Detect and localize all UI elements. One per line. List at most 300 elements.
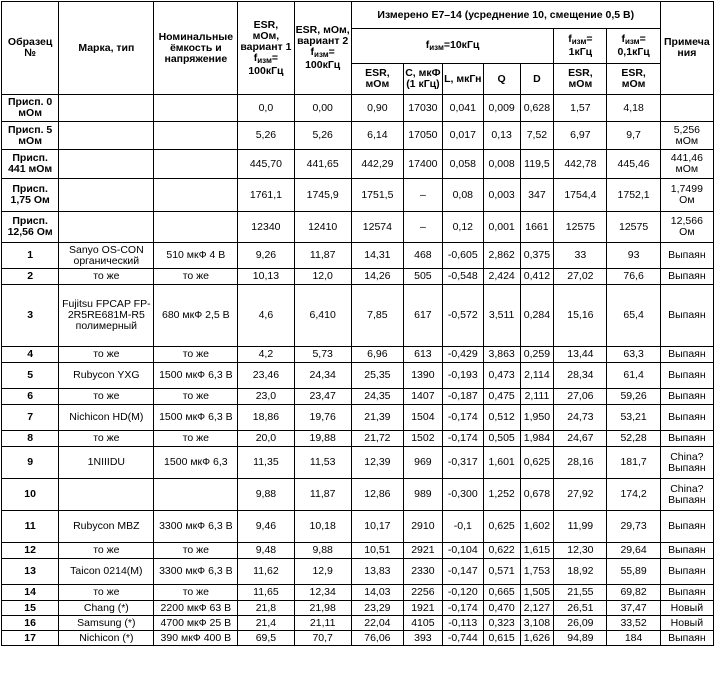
cell-l: -0,120 [442,585,483,601]
cell-c: 1407 [403,389,442,405]
cell-note: 1,7499 Ом [660,179,713,212]
cell-esr-v2: 70,7 [294,631,351,646]
cell-sample: Присп. 1,75 Ом [2,179,59,212]
header-sample: Образец № [2,2,59,95]
cell-esr-v2: 12,9 [294,559,351,585]
cell-nominal: 510 мкФ 4 В [154,243,238,269]
cell-esr-10k: 6,96 [351,347,403,363]
cell-esr-10k: 7,85 [351,285,403,347]
cell-esr-01k: 52,28 [607,431,660,447]
cell-esr-1k: 33 [554,243,607,269]
cell-l: -0,1 [442,511,483,543]
cell-sample: 10 [2,479,59,511]
table-row [2,243,714,269]
cell-nominal [154,122,238,150]
header-brand: Марка, тип [59,2,154,95]
cell-esr-v1: 5,26 [238,122,294,150]
cell-sample: 3 [2,285,59,347]
table-row [2,601,714,616]
cell-esr-1k: 18,92 [554,559,607,585]
cell-note: China? Выпаян [660,447,713,479]
cell-esr-v1: 18,86 [238,405,294,431]
cell-c: – [403,212,442,243]
cell-brand: Rubycon YXG [59,363,154,389]
cell-q: 3,863 [483,347,520,363]
cell-l: -0,317 [442,447,483,479]
cell-nominal [154,212,238,243]
cell-esr-01k: 76,6 [607,269,660,285]
cell-esr-v2: 23,47 [294,389,351,405]
cell-esr-v1: 4,6 [238,285,294,347]
cell-esr-v2: 19,88 [294,431,351,447]
cell-l: -0,187 [442,389,483,405]
cell-sample: 13 [2,559,59,585]
cell-nominal: 390 мкФ 400 В [154,631,238,646]
cell-sample: Присп. 12,56 Ом [2,212,59,243]
cell-l: 0,12 [442,212,483,243]
cell-esr-v1: 23,46 [238,363,294,389]
cell-note: Выпаян [660,405,713,431]
table-row [2,95,714,122]
cell-esr-v1: 12340 [238,212,294,243]
cell-q: 1,252 [483,479,520,511]
cell-sample: 11 [2,511,59,543]
cell-esr-1k: 21,55 [554,585,607,601]
cell-d: 1,505 [520,585,554,601]
cell-brand: то же [59,347,154,363]
cell-esr-v2: 9,88 [294,543,351,559]
header-sub-esr-1k: ESR, мОм [554,64,607,95]
header-sub-q: Q [483,64,520,95]
cell-d: 0,412 [520,269,554,285]
cell-esr-v2: 1745,9 [294,179,351,212]
cell-nominal: 3300 мкФ 6,3 В [154,511,238,543]
cell-q: 0,625 [483,511,520,543]
cell-esr-10k: 12,86 [351,479,403,511]
cell-esr-10k: 21,39 [351,405,403,431]
cell-d: 119,5 [520,150,554,179]
cell-esr-01k: 4,18 [607,95,660,122]
cell-note [660,95,713,122]
cell-esr-10k: 23,29 [351,601,403,616]
cell-sample: 16 [2,616,59,631]
table-row [2,447,714,479]
cell-esr-01k: 29,73 [607,511,660,543]
cell-d: 0,259 [520,347,554,363]
cell-l: -0,174 [442,431,483,447]
cell-esr-v1: 9,48 [238,543,294,559]
cell-note: Выпаян [660,631,713,646]
cell-brand [59,179,154,212]
cell-sample: 15 [2,601,59,616]
cell-d: 1,615 [520,543,554,559]
cell-c: 2330 [403,559,442,585]
cell-esr-v2: 5,26 [294,122,351,150]
cell-sample: 14 [2,585,59,601]
cell-d: 1,602 [520,511,554,543]
cell-sample: Присп. 0 мОм [2,95,59,122]
cell-esr-01k: 445,46 [607,150,660,179]
cell-sample: 9 [2,447,59,479]
cell-brand: то же [59,269,154,285]
cell-d: 7,52 [520,122,554,150]
cell-esr-1k: 26,09 [554,616,607,631]
cell-nominal: то же [154,585,238,601]
cell-esr-10k: 10,51 [351,543,403,559]
cell-d: 2,127 [520,601,554,616]
cell-nominal: то же [154,431,238,447]
cell-c: 2256 [403,585,442,601]
cell-brand: Nichicon (*) [59,631,154,646]
cell-l: 0,041 [442,95,483,122]
cell-q: 0,615 [483,631,520,646]
cell-c: 17030 [403,95,442,122]
cell-esr-01k: 174,2 [607,479,660,511]
cell-l: -0,548 [442,269,483,285]
cell-esr-v1: 20,0 [238,431,294,447]
cell-c: 1504 [403,405,442,431]
cell-esr-v2: 21,11 [294,616,351,631]
cell-esr-1k: 11,99 [554,511,607,543]
cell-esr-v1: 21,4 [238,616,294,631]
cell-esr-v1: 0,0 [238,95,294,122]
cell-c: 1921 [403,601,442,616]
cell-esr-v2: 12,34 [294,585,351,601]
cell-brand: 1NIIIDU [59,447,154,479]
cell-sample: 17 [2,631,59,646]
cell-esr-v1: 4,2 [238,347,294,363]
cell-brand: Rubycon MBZ [59,511,154,543]
cell-q: 0,13 [483,122,520,150]
cell-esr-v1: 9,26 [238,243,294,269]
cell-esr-01k: 59,26 [607,389,660,405]
cell-l: -0,174 [442,601,483,616]
cell-q: 2,424 [483,269,520,285]
table-row [2,269,714,285]
cell-sample: 6 [2,389,59,405]
cell-esr-01k: 9,7 [607,122,660,150]
cell-note: Выпаян [660,543,713,559]
cell-note: Выпаян [660,511,713,543]
cell-note: Новый [660,616,713,631]
table-row [2,405,714,431]
cell-d: 1,984 [520,431,554,447]
cell-c: 468 [403,243,442,269]
cell-c: 2910 [403,511,442,543]
cell-q: 0,512 [483,405,520,431]
cell-l: 0,058 [442,150,483,179]
cell-l: -0,174 [442,405,483,431]
cell-nominal [154,179,238,212]
table-row [2,543,714,559]
cell-brand: то же [59,543,154,559]
cell-brand: Sanyo OS-CON органический [59,243,154,269]
cell-esr-1k: 94,89 [554,631,607,646]
measurements-table [1,1,714,646]
cell-nominal: 1500 мкФ 6,3 В [154,405,238,431]
cell-esr-1k: 24,67 [554,431,607,447]
header-esr-variant-2: ESR, мОм, вариант 2 $f_{изм}= 100кГц$ [294,2,351,95]
table-row [2,431,714,447]
cell-l: -0,147 [442,559,483,585]
table-row [2,631,714,646]
cell-esr-10k: 0,90 [351,95,403,122]
cell-brand [59,150,154,179]
cell-nominal: то же [154,543,238,559]
cell-nominal: 1500 мкФ 6,3 [154,447,238,479]
cell-esr-01k: 1752,1 [607,179,660,212]
cell-c: 1502 [403,431,442,447]
cell-l: -0,572 [442,285,483,347]
cell-c: 393 [403,631,442,646]
cell-note: Выпаян [660,269,713,285]
cell-esr-v1: 9,88 [238,479,294,511]
cell-note: Выпаян [660,559,713,585]
header-sub-esr-01k: ESR, мОм [607,64,660,95]
cell-esr-01k: 55,89 [607,559,660,585]
cell-esr-10k: 6,14 [351,122,403,150]
header-measured: Измерено Е7–14 (усреднение 10, смещение 0,5 В) [351,2,660,29]
cell-c: 989 [403,479,442,511]
cell-q: 0,008 [483,150,520,179]
cell-q: 0,665 [483,585,520,601]
cell-l: -0,300 [442,479,483,511]
cell-d: 0,625 [520,447,554,479]
cell-esr-10k: 24,35 [351,389,403,405]
cell-esr-10k: 25,35 [351,363,403,389]
cell-esr-v1: 11,35 [238,447,294,479]
header-esr-variant-1: ESR, мОм, вариант 1 $f_{изм}= 100кГц$ [238,2,294,95]
cell-c: 969 [403,447,442,479]
cell-esr-v2: 441,65 [294,150,351,179]
header-freq-10k: $f_{изм}=10кГц$ [351,29,553,64]
cell-sample: 1 [2,243,59,269]
table-row [2,363,714,389]
table-row [2,122,714,150]
cell-note: Выпаян [660,585,713,601]
cell-note: 12,566 Ом [660,212,713,243]
cell-note: China? Выпаян [660,479,713,511]
header-nominal: Номинальные ёмкость и напряжение [154,2,238,95]
cell-nominal: 1500 мкФ 6,3 В [154,363,238,389]
cell-esr-10k: 1751,5 [351,179,403,212]
cell-note: Выпаян [660,431,713,447]
cell-esr-01k: 12575 [607,212,660,243]
cell-nominal: 4700 мкФ 25 В [154,616,238,631]
cell-brand: Nichicon HD(M) [59,405,154,431]
cell-esr-v2: 6,410 [294,285,351,347]
cell-c: 1390 [403,363,442,389]
cell-esr-v1: 1761,1 [238,179,294,212]
cell-sample: 8 [2,431,59,447]
cell-nominal [154,95,238,122]
cell-d: 347 [520,179,554,212]
cell-esr-1k: 27,92 [554,479,607,511]
cell-esr-v2: 19,76 [294,405,351,431]
cell-q: 0,470 [483,601,520,616]
header-freq-1k: $f_{изм}= 1кГц$ [554,29,607,64]
cell-esr-01k: 181,7 [607,447,660,479]
header-sub-d: D [520,64,554,95]
cell-brand [59,479,154,511]
cell-esr-1k: 1754,4 [554,179,607,212]
table-row [2,285,714,347]
cell-esr-v2: 24,34 [294,363,351,389]
header-sub-c: C, мкФ (1 кГц) [403,64,442,95]
table-row [2,212,714,243]
cell-esr-10k: 22,04 [351,616,403,631]
cell-esr-v2: 11,87 [294,243,351,269]
cell-esr-10k: 14,26 [351,269,403,285]
cell-esr-1k: 15,16 [554,285,607,347]
cell-esr-10k: 14,03 [351,585,403,601]
cell-esr-01k: 184 [607,631,660,646]
cell-esr-v2: 12410 [294,212,351,243]
cell-esr-v1: 11,65 [238,585,294,601]
cell-l: 0,08 [442,179,483,212]
cell-brand: то же [59,431,154,447]
cell-esr-01k: 65,4 [607,285,660,347]
cell-esr-10k: 10,17 [351,511,403,543]
cell-esr-10k: 442,29 [351,150,403,179]
cell-brand: Chang (*) [59,601,154,616]
cell-esr-v2: 21,98 [294,601,351,616]
cell-esr-10k: 14,31 [351,243,403,269]
cell-c: 17400 [403,150,442,179]
header-sub-esr: ESR, мОм [351,64,403,95]
cell-c: – [403,179,442,212]
cell-q: 0,475 [483,389,520,405]
cell-esr-1k: 1,57 [554,95,607,122]
table-row [2,585,714,601]
cell-q: 0,505 [483,431,520,447]
cell-d: 0,628 [520,95,554,122]
cell-d: 2,111 [520,389,554,405]
cell-sample: 2 [2,269,59,285]
cell-esr-v1: 69,5 [238,631,294,646]
cell-nominal: 3300 мкФ 6,3 В [154,559,238,585]
cell-esr-v1: 21,8 [238,601,294,616]
cell-nominal: то же [154,389,238,405]
cell-esr-1k: 28,34 [554,363,607,389]
cell-nominal: то же [154,269,238,285]
cell-esr-10k: 76,06 [351,631,403,646]
cell-d: 1,753 [520,559,554,585]
cell-brand [59,122,154,150]
cell-esr-v2: 11,87 [294,479,351,511]
cell-c: 617 [403,285,442,347]
cell-esr-01k: 53,21 [607,405,660,431]
cell-esr-1k: 12575 [554,212,607,243]
cell-esr-v2: 10,18 [294,511,351,543]
cell-sample: Присп. 441 мОм [2,150,59,179]
cell-q: 2,862 [483,243,520,269]
cell-nominal: 680 мкФ 2,5 В [154,285,238,347]
cell-esr-10k: 21,72 [351,431,403,447]
cell-esr-v1: 10,13 [238,269,294,285]
cell-d: 0,375 [520,243,554,269]
cell-l: -0,113 [442,616,483,631]
cell-esr-01k: 69,82 [607,585,660,601]
cell-sample: 7 [2,405,59,431]
cell-l: -0,744 [442,631,483,646]
cell-esr-1k: 26,51 [554,601,607,616]
cell-note: 441,46 мОм [660,150,713,179]
cell-esr-1k: 13,44 [554,347,607,363]
cell-note: Новый [660,601,713,616]
cell-q: 0,001 [483,212,520,243]
cell-note: Выпаян [660,243,713,269]
cell-note: 5,256 мОм [660,122,713,150]
cell-q: 3,511 [483,285,520,347]
table-row [2,616,714,631]
cell-nominal [154,150,238,179]
cell-d: 1,950 [520,405,554,431]
cell-esr-1k: 27,02 [554,269,607,285]
cell-esr-v1: 11,62 [238,559,294,585]
cell-l: 0,017 [442,122,483,150]
cell-d: 3,108 [520,616,554,631]
cell-l: -0,193 [442,363,483,389]
cell-d: 2,114 [520,363,554,389]
cell-esr-1k: 27,06 [554,389,607,405]
cell-nominal [154,479,238,511]
cell-esr-1k: 442,78 [554,150,607,179]
cell-c: 505 [403,269,442,285]
cell-esr-v2: 0,00 [294,95,351,122]
cell-d: 1661 [520,212,554,243]
cell-brand: то же [59,585,154,601]
cell-esr-01k: 29,64 [607,543,660,559]
cell-brand: Taicon 0214(M) [59,559,154,585]
cell-l: -0,429 [442,347,483,363]
cell-esr-01k: 37,47 [607,601,660,616]
header-notes: Примечания [660,2,713,95]
table-row [2,389,714,405]
cell-sample: 12 [2,543,59,559]
cell-c: 4105 [403,616,442,631]
cell-sample: 4 [2,347,59,363]
cell-note: Выпаян [660,363,713,389]
cell-sample: Присп. 5 мОм [2,122,59,150]
cell-esr-1k: 12,30 [554,543,607,559]
cell-d: 0,284 [520,285,554,347]
cell-brand: Samsung (*) [59,616,154,631]
cell-q: 0,622 [483,543,520,559]
cell-esr-10k: 13,83 [351,559,403,585]
header-freq-01k: $f_{изм}= 0,1кГц$ [607,29,660,64]
cell-esr-v2: 5,73 [294,347,351,363]
cell-esr-1k: 6,97 [554,122,607,150]
cell-sample: 5 [2,363,59,389]
cell-d: 1,626 [520,631,554,646]
cell-esr-01k: 61,4 [607,363,660,389]
cell-brand [59,212,154,243]
cell-d: 0,678 [520,479,554,511]
cell-esr-1k: 28,16 [554,447,607,479]
cell-note: Выпаян [660,347,713,363]
cell-q: 0,571 [483,559,520,585]
cell-l: -0,104 [442,543,483,559]
cell-esr-10k: 12,39 [351,447,403,479]
table-row [2,479,714,511]
cell-l: -0,605 [442,243,483,269]
table-row [2,347,714,363]
cell-q: 0,003 [483,179,520,212]
cell-nominal: 2200 мкФ 63 В [154,601,238,616]
cell-esr-01k: 33,52 [607,616,660,631]
header-sub-l: L, мкГн [442,64,483,95]
